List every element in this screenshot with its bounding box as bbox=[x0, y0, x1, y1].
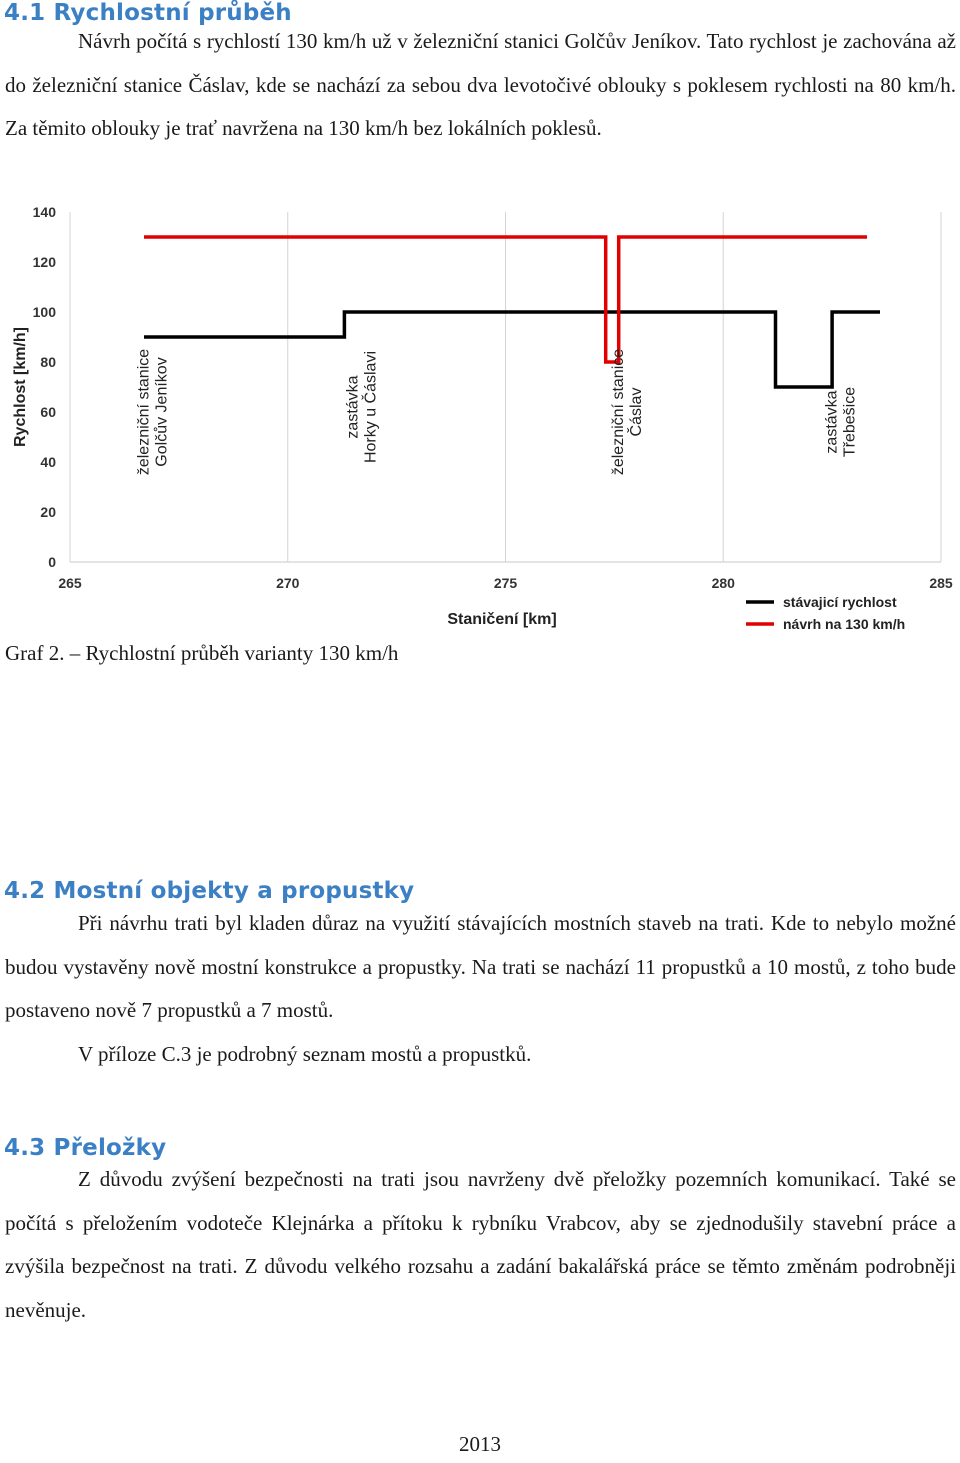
chart-annotation-line: železniční stanice bbox=[610, 348, 628, 476]
chart-y-tick-label: 20 bbox=[40, 504, 56, 520]
chart-legend-label: návrh na 130 km/h bbox=[783, 616, 906, 632]
chart-y-tick-label: 40 bbox=[40, 454, 56, 470]
chart-series bbox=[144, 237, 880, 387]
chart-annotation-line: Horky u Čáslavi bbox=[362, 350, 380, 464]
chart-annotation bbox=[610, 349, 645, 475]
chart-annotation bbox=[824, 387, 859, 457]
chart-annotation-line: Třebešice bbox=[841, 386, 859, 458]
chart-series-line-1 bbox=[144, 312, 880, 387]
chart-y-axis-label: Rychlost [km/h] bbox=[12, 326, 29, 448]
chart-x-ticks bbox=[58, 575, 953, 591]
chart-y-tick-label: 80 bbox=[40, 354, 56, 370]
chart-legend-label: stávajicí rychlost bbox=[783, 594, 897, 610]
speed-profile-chart bbox=[0, 200, 960, 632]
chart-annotations bbox=[135, 349, 858, 475]
chart-annotation-line: zastávka bbox=[344, 375, 362, 439]
chart-x-tick-label: 285 bbox=[929, 575, 953, 591]
chart-annotation-line: Čáslav bbox=[628, 387, 646, 437]
chart-y-tick-label: 0 bbox=[48, 554, 56, 570]
paragraph-relocations: Z důvodu zvýšení bezpečnosti na trati jsou navrženy dvě přeložky pozemních komunikací. Také se počítá s přeložením vodoteče Klejnárka a přítoku k rybníku Vrabcov, aby se zjednodušily stavební práce a zvýšila bezpečnost na trati. Z důvodu velkého rozsahu a zadání bakalářská práce se těmto změnám podrobněji nevěnuje. bbox=[5, 1167, 956, 1322]
chart-y-tick-label: 60 bbox=[40, 404, 56, 420]
chart-annotation bbox=[135, 349, 170, 475]
chart-annotation-line: zastávka bbox=[823, 390, 841, 454]
footer-year: 2013 bbox=[459, 1432, 501, 1456]
paragraph-bridges-appendix: V příloze C.3 je podrobný seznam mostů a propustků. bbox=[78, 1042, 532, 1066]
chart-x-tick-label: 275 bbox=[493, 575, 518, 591]
chart-annotation-line: Golčův Jeníkov bbox=[153, 357, 171, 467]
chart-x-tick-label: 265 bbox=[58, 575, 82, 591]
chart-y-ticks bbox=[33, 204, 57, 570]
chart-y-tick-label: 120 bbox=[32, 254, 56, 270]
chart-y-tick-label: 100 bbox=[32, 304, 56, 320]
chart-x-tick-label: 280 bbox=[711, 575, 735, 591]
chart-x-axis-label: Staničení [km] bbox=[447, 611, 557, 628]
figure-caption: Graf 2. – Rychlostní průběh varianty 130 km/h bbox=[5, 641, 399, 665]
chart-legend bbox=[746, 594, 905, 632]
chart-x-tick-label: 270 bbox=[276, 575, 300, 591]
paragraph-speed: Návrh počítá s rychlostí 130 km/h už v železniční stanici Golčův Jeníkov. Tato rychlost je zachována až do železniční stanice Čáslav, kde se nachází za sebou dva levotočivé oblouky s poklesem rychlosti na 80 km/h. Za těmito oblouky je trať navržena na 130 km/h bez lokálních poklesů. bbox=[5, 29, 956, 140]
paragraph-bridges: Při návrhu trati byl kladen důraz na využití stávajících mostních staveb na trati. Kde to nebylo možné budou vystavěny nově mostní konstrukce a propustky. Na trati se nachází 11 propustků a 10 mostů, z toho bude postaveno nově 7 propustků a 7 mostů. bbox=[5, 911, 956, 1022]
chart-annotation-line: železniční stanice bbox=[135, 348, 153, 476]
section-heading-relocations: 4.3 Přeložky bbox=[4, 1135, 167, 1161]
section-heading-bridges: 4.2 Mostní objekty a propustky bbox=[4, 878, 415, 904]
chart-annotation bbox=[344, 351, 379, 463]
chart-y-tick-label: 140 bbox=[32, 204, 56, 220]
section-heading-speed: 4.1 Rychlostní průběh bbox=[4, 0, 292, 26]
